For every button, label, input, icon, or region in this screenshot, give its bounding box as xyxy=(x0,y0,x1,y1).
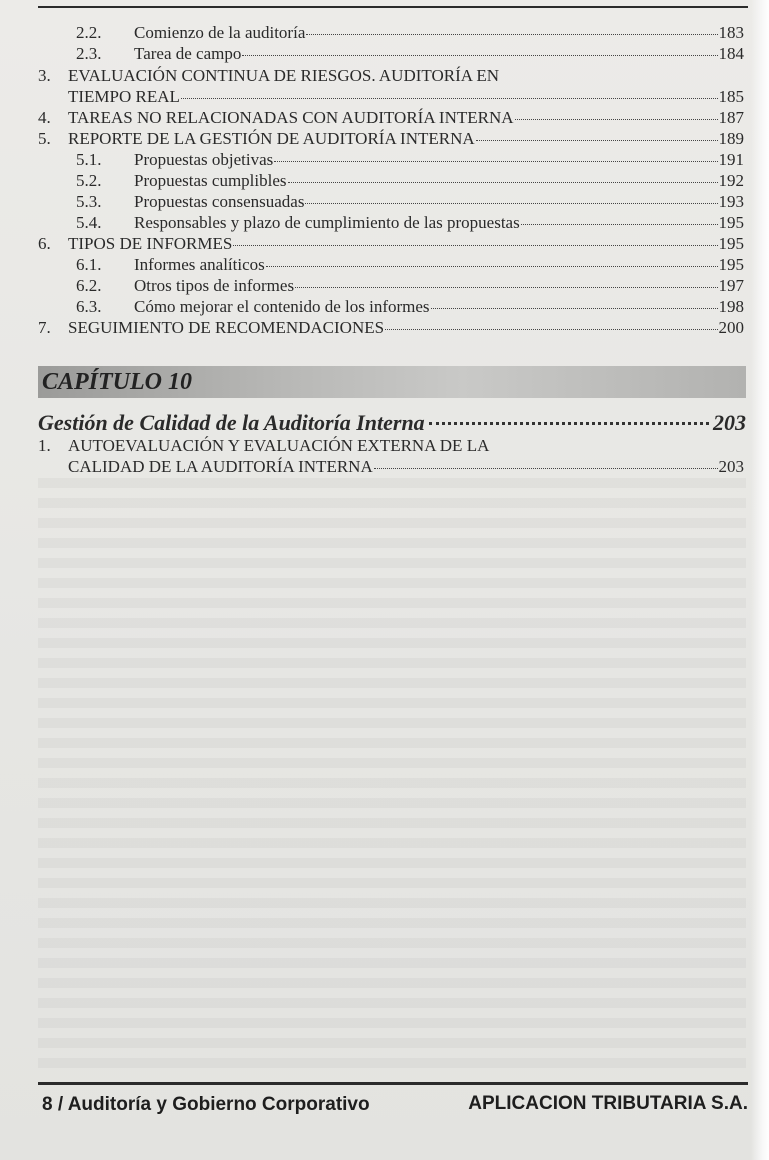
toc-entry-page: 183 xyxy=(718,23,744,42)
toc-entry-label: SEGUIMIENTO DE RECOMENDACIONES xyxy=(68,318,385,337)
toc-entry-label-continued: CALIDAD DE LA AUDITORÍA INTERNA xyxy=(68,457,373,476)
toc-entry-number: 2.2. xyxy=(76,23,102,42)
toc-entry-page: 195 xyxy=(718,213,744,232)
leader-dots xyxy=(181,98,718,99)
toc-entry-number: 6.3. xyxy=(76,297,102,316)
leader-dots xyxy=(431,308,718,309)
toc-entry-3 xyxy=(38,66,744,85)
toc-entry-page: 193 xyxy=(718,192,744,211)
footer-rule xyxy=(38,1082,748,1085)
toc-entry-label: REPORTE DE LA GESTIÓN DE AUDITORÍA INTERNA xyxy=(68,129,475,148)
leader-dots xyxy=(476,140,718,141)
toc-entry-5 xyxy=(38,129,744,148)
toc-entry-5-3 xyxy=(76,192,744,211)
toc-entry-label: Propuestas cumplibles xyxy=(134,171,287,190)
chapter-title: Gestión de Calidad de la Auditoría Interna xyxy=(38,410,425,435)
toc-entry-6-1 xyxy=(76,255,744,274)
chapter-page: 203 xyxy=(713,410,746,435)
toc-entry-number: 5. xyxy=(38,129,51,148)
chapter-label: CAPÍTULO 10 xyxy=(42,369,192,395)
toc-entry-page: 187 xyxy=(718,108,744,127)
chapter-entry-1 xyxy=(38,436,744,455)
toc-entry-3-continued xyxy=(68,87,744,106)
toc-entry-6-2 xyxy=(76,276,744,295)
top-rule xyxy=(38,6,748,8)
leader-dots xyxy=(374,468,718,469)
toc-entry-label: Otros tipos de informes xyxy=(134,276,295,295)
toc-entry-label: Responsables y plazo de cumplimiento de las propuestas xyxy=(134,213,520,232)
leader-dots xyxy=(429,422,709,425)
toc-entry-page: 195 xyxy=(718,255,744,274)
leader-dots xyxy=(305,203,717,204)
toc-entry-6-3 xyxy=(76,297,744,316)
leader-dots xyxy=(233,245,717,246)
toc-entry-label: EVALUACIÓN CONTINUA DE RIESGOS. AUDITORÍA EN xyxy=(68,66,499,85)
leader-dots xyxy=(521,224,718,225)
toc-entry-number: 5.3. xyxy=(76,192,102,211)
toc-entry-5-1 xyxy=(76,150,744,169)
leader-dots xyxy=(295,287,717,288)
toc-entry-label: TAREAS NO RELACIONADAS CON AUDITORÍA INTERNA xyxy=(68,108,514,127)
toc-entry-label: AUTOEVALUACIÓN Y EVALUACIÓN EXTERNA DE LA xyxy=(68,436,490,455)
toc-entry-page: 197 xyxy=(718,276,744,295)
toc-entry-number: 7. xyxy=(38,318,51,337)
toc-entry-number: 5.1. xyxy=(76,150,102,169)
leader-dots xyxy=(242,55,717,56)
leader-dots xyxy=(266,266,718,267)
chapter-heading xyxy=(38,410,746,436)
toc-entry-2-2 xyxy=(76,23,744,42)
toc-entry-page: 203 xyxy=(718,457,744,476)
toc-entry-page: 185 xyxy=(718,87,744,106)
leader-dots xyxy=(385,329,717,330)
toc-entry-page: 200 xyxy=(718,318,744,337)
toc-entry-label: Informes analíticos xyxy=(134,255,265,274)
toc-entry-number: 6.1. xyxy=(76,255,102,274)
toc-entry-number: 3. xyxy=(38,66,51,85)
toc-entry-5-2 xyxy=(76,171,744,190)
leader-dots xyxy=(274,161,717,162)
leader-dots xyxy=(306,34,717,35)
toc-entry-label: Comienzo de la auditoría xyxy=(134,23,306,42)
toc-entry-number: 6.2. xyxy=(76,276,102,295)
toc-entry-label: Cómo mejorar el contenido de los informes xyxy=(134,297,430,316)
toc-entry-label: Propuestas objetivas xyxy=(134,150,274,169)
bleed-through-texture xyxy=(38,478,746,1068)
toc-entry-page: 195 xyxy=(718,234,744,253)
toc-entry-number: 5.4. xyxy=(76,213,102,232)
toc-entry-number: 4. xyxy=(38,108,51,127)
toc-entry-number: 2.3. xyxy=(76,44,102,63)
leader-dots xyxy=(288,182,718,183)
toc-entry-number: 6. xyxy=(38,234,51,253)
toc-entry-page: 198 xyxy=(718,297,744,316)
toc-entry-page: 191 xyxy=(718,150,744,169)
toc-entry-5-4 xyxy=(76,213,744,232)
page-edge xyxy=(751,0,769,1160)
toc-entry-label: Tarea de campo xyxy=(134,44,242,63)
toc-entry-4 xyxy=(38,108,744,127)
toc-entry-label-continued: TIEMPO REAL xyxy=(68,87,180,106)
toc-entry-number: 5.2. xyxy=(76,171,102,190)
toc-entry-2-3 xyxy=(76,44,744,63)
toc-entry-number: 1. xyxy=(38,436,51,455)
footer-publisher: APLICACION TRIBUTARIA S.A. xyxy=(468,1093,748,1114)
leader-dots xyxy=(515,119,718,120)
toc-entry-7 xyxy=(38,318,744,337)
toc-entry-6 xyxy=(38,234,744,253)
toc-entry-label: TIPOS DE INFORMES xyxy=(68,234,233,253)
toc-entry-page: 189 xyxy=(718,129,744,148)
footer-book-title: 8 / Auditoría y Gobierno Corporativo xyxy=(42,1094,370,1115)
chapter-entry-1-continued xyxy=(68,457,744,476)
toc-entry-label: Propuestas consensuadas xyxy=(134,192,305,211)
toc-entry-page: 184 xyxy=(718,44,744,63)
toc-entry-page: 192 xyxy=(718,171,744,190)
